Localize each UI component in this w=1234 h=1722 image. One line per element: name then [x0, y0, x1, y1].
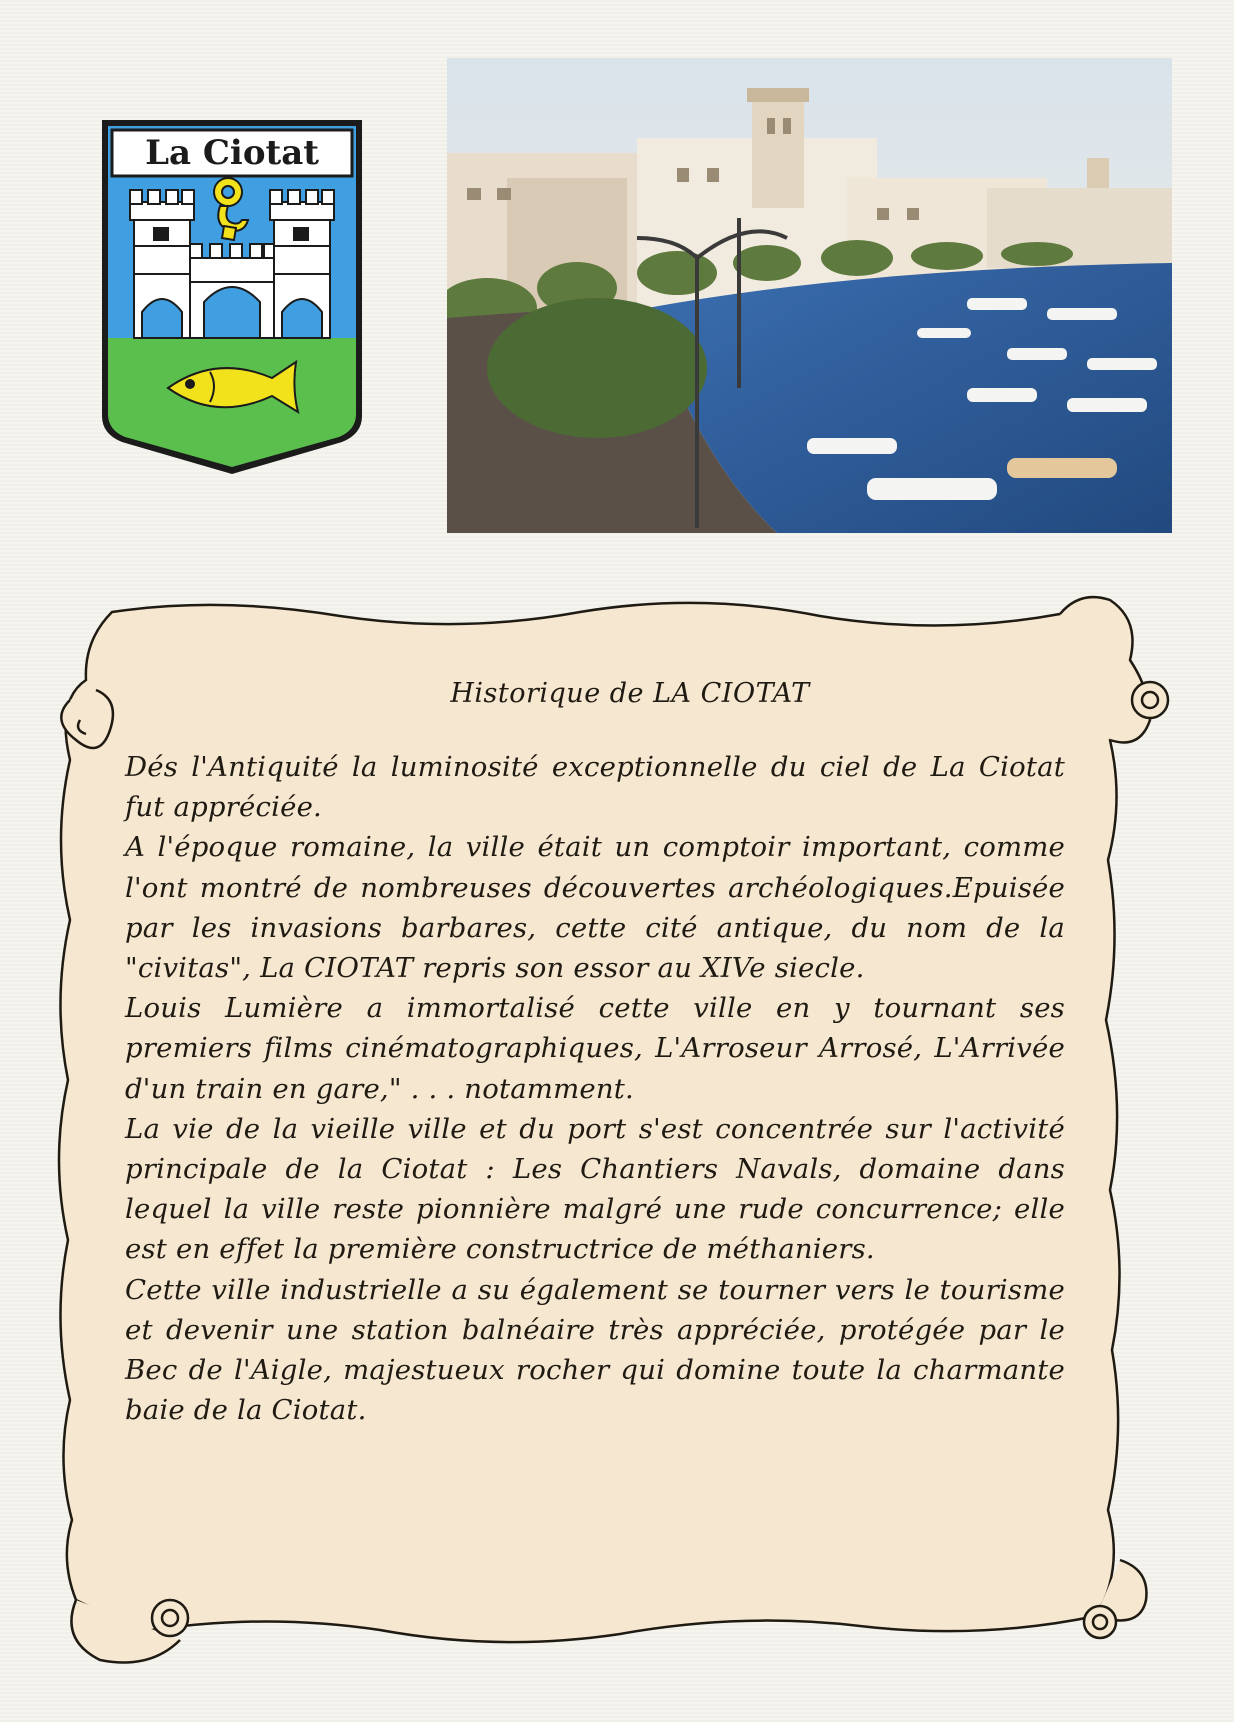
scroll-text — [125, 678, 1065, 1430]
scroll-heading: Historique de LA CIOTAT — [450, 678, 810, 709]
paragraph-4: La vie de la vieille ville et du port s'est concentrée sur l'activité principale de la Ciotat : Les Chantiers Navals, domaine dans lequel la ville reste pionnière malgré une rude concurrence; elle est en effet la première constructrice de méthaniers. — [125, 1112, 1065, 1266]
paragraph-1: Dés l'Antiquité la luminosité exceptionnelle du ciel de La Ciotat fut appréciée. — [125, 751, 1065, 824]
crest-name: La Ciotat — [145, 133, 319, 173]
paragraph-3: Louis Lumière a immortalisé cette ville en y tournant ses premiers films cinématographiques, L'Arroseur Arrosé, L'Arrivée d'un train en gare," . . . notamment. — [125, 992, 1065, 1105]
paragraph-2: A l'époque romaine, la ville était un comptoir important, comme l'ont montré de nombreuses découvertes archéologiques.Epuisée par les invasions barbares, cette cité antique, du nom de la "civitas", La CIOTAT repris son essor au XIVe siecle. — [125, 831, 1065, 985]
paragraph-5: Cette ville industrielle a su également se tourner vers le tourisme et devenir une station balnéaire très appréciée, protégée par le Bec de l'Aigle, majestueux rocher qui domine toute la charmante baie de la Ciotat. — [125, 1273, 1065, 1427]
